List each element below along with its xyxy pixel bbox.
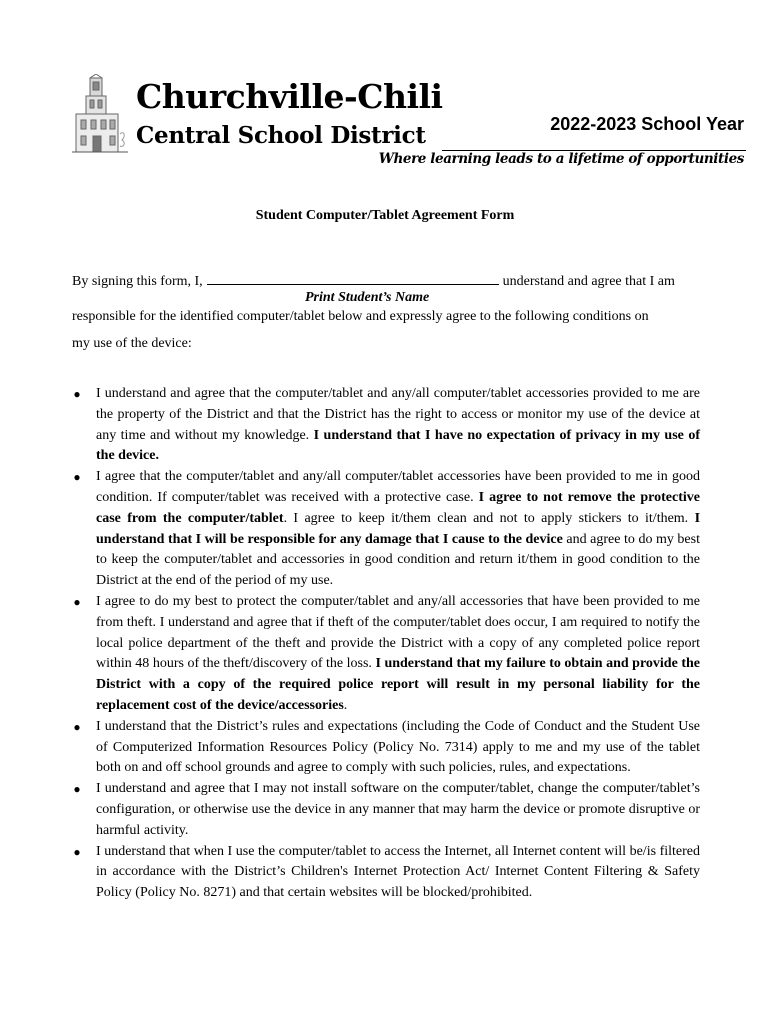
condition-text: I agree that the computer/tablet and any/all computer/tablet accessories have been provided to me in good condition. If computer/tablet was received with a protective case. [96, 469, 700, 505]
condition-emphasis: I understand that I have no expectation of privacy in my use of the device. [96, 427, 700, 464]
school-tower-illustration-icon [72, 74, 128, 154]
condition-text: I understand and agree that the computer/tablet and any/all computer/tablet accessories provided to me are the property of the District and that the District has the right to access or monitor my use of the device at any time and without my knowledge. [96, 386, 700, 443]
district-tagline: Where learning leads to a lifetime of opportunities [378, 151, 744, 167]
list-item [72, 592, 700, 717]
list-item [72, 842, 700, 904]
agreement-conditions-list [72, 384, 700, 904]
list-item [72, 467, 700, 592]
intro-text-start: By signing this form, I, [72, 274, 203, 289]
condition-text: I agree to do my best to protect the computer/tablet and any/all accessories that have been provided to me from theft. I understand and agree that if theft of the computer/tablet does occur, I am required to notify the local police department of the theft and provide the District with a copy of any completed police report within 48 hours of the theft/discovery of the loss. [96, 593, 700, 672]
intro-line-1 [72, 272, 702, 289]
condition-text: . [343, 697, 348, 713]
logo-text-district-type: Central School District [136, 122, 426, 149]
list-item [72, 779, 700, 841]
bullet-dot-icon: ● [73, 594, 81, 609]
bullet-dot-icon: ● [73, 387, 81, 401]
condition-emphasis: I understand that my failure to obtain and provide the District with a copy of the required police report will result in my personal liability for the replacement cost of the device/accessories [96, 656, 700, 713]
intro-line-3: my use of the device: [72, 336, 192, 351]
student-name-field[interactable] [207, 272, 499, 285]
district-logo [72, 68, 444, 154]
bullet-dot-icon: ● [73, 719, 81, 734]
intro-line-2: responsible for the identified computer/tablet below and expressly agree to the following conditions on [72, 309, 649, 324]
condition-text: I understand that when I use the computer/tablet to access the Internet, all Internet content will be/is filtered in accordance with the District’s Children's Internet Protection Act/ Internet Content Filtering & Safety Policy (Policy No. 8271) and that certain websites will be blocked/prohibited. [96, 843, 700, 901]
list-item [72, 384, 700, 467]
condition-emphasis: I agree to not remove the protective case from the computer/tablet [96, 489, 700, 526]
bullet-dot-icon: ● [73, 844, 81, 859]
list-item [72, 717, 700, 779]
student-name-caption: Print Student’s Name [305, 290, 430, 305]
condition-text: I understand and agree that I may not install software on the computer/tablet, change the computer/tablet’s configuration, or otherwise use the device in any manner that may harm the device or promote disruptive or harmful activity. [96, 781, 700, 838]
form-title: Student Computer/Tablet Agreement Form [255, 208, 515, 223]
condition-text: and agree to do my best to keep the computer/tablet and accessories in good condition and return it/them in good condition to the District at the end of the period of my use. [96, 531, 700, 589]
condition-text: . I agree to keep it/them clean and not to apply stickers to it/them. [283, 510, 695, 526]
bullet-dot-icon: ● [73, 782, 81, 797]
school-year: 2022-2023 School Year [550, 114, 744, 134]
condition-text: I understand that the District’s rules and expectations (including the Code of Conduct and the Student Use of Computerized Information Resources Policy (Policy No. 7314) apply to me and my use of the tablet both on and off school grounds and agree to comply with such policies, rules, and expectations. [96, 718, 700, 776]
condition-emphasis: I understand that I will be responsible for any damage that I cause to the device [96, 510, 701, 547]
bullet-dot-icon: ● [73, 470, 81, 485]
logo-text-district-name: Churchville-Chili [136, 77, 443, 116]
intro-text-end: understand and agree that I am [502, 274, 675, 289]
